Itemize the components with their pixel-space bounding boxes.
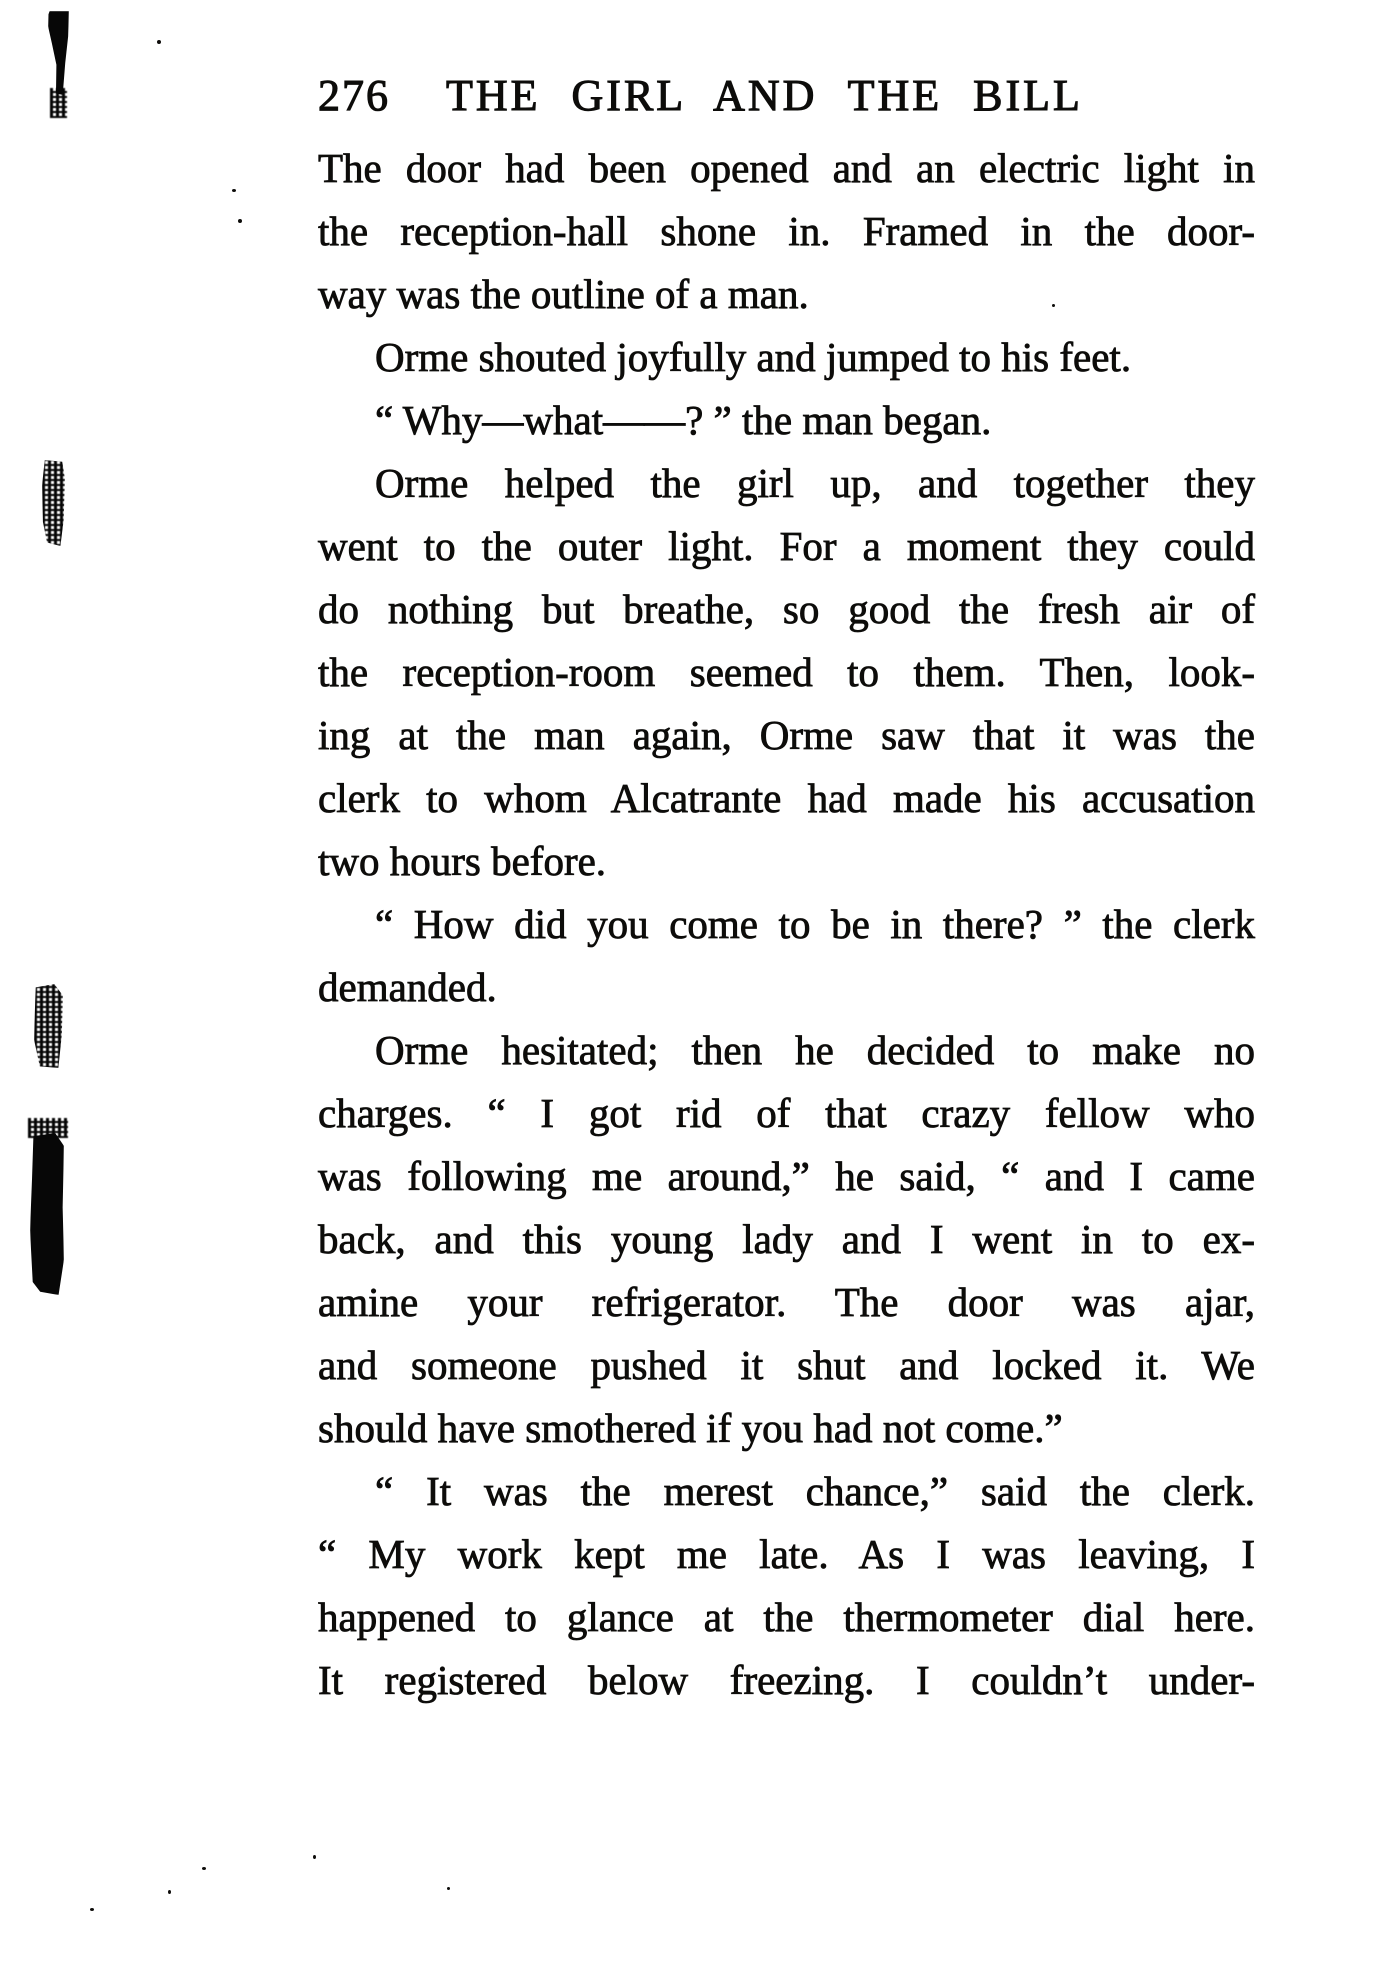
- text-line: happened to glance at the thermometer dial here.: [318, 1594, 1255, 1640]
- text-line: was following me around,” he said, “ and I came: [318, 1153, 1255, 1199]
- ink-smudge-top-left: [48, 11, 69, 95]
- text-line: “ Why—what——? ” the man began.: [375, 397, 992, 443]
- text-line: The door had been opened and an electric light in: [318, 145, 1255, 191]
- text-line: back, and this young lady and I went in to ex-: [318, 1216, 1255, 1262]
- running-title: THE GIRL AND THE BILL: [446, 71, 1083, 120]
- scan-speck: [90, 1908, 94, 1911]
- text-line: went to the outer light. For a moment they could: [318, 523, 1255, 569]
- text-line: clerk to whom Alcatrante had made his accusation: [318, 775, 1255, 821]
- text-line: Orme hesitated; then he decided to make no: [375, 1027, 1255, 1073]
- ink-smudge-left-upper: [42, 460, 65, 546]
- scan-speck: [238, 219, 242, 223]
- text-line: should have smothered if you had not come.”: [318, 1405, 1063, 1451]
- text-line: amine your refrigerator. The door was ajar,: [318, 1279, 1255, 1325]
- text-line: the reception-room seemed to them. Then, look-: [318, 649, 1255, 695]
- scan-speck: [202, 1867, 206, 1870]
- text-line: “ My work kept me late. As I was leaving, I: [318, 1531, 1255, 1577]
- scan-speck: [168, 1890, 171, 1894]
- ink-smudge-top-left-tail: [50, 88, 67, 118]
- text-line: the reception-hall shone in. Framed in the door-: [318, 208, 1255, 254]
- text-line: “ How did you come to be in there? ” the clerk: [375, 901, 1255, 947]
- text-line: “ It was the merest chance,” said the clerk.: [375, 1468, 1255, 1514]
- scan-speck: [447, 1887, 450, 1890]
- page-number: 276: [318, 71, 390, 120]
- text-line: way was the outline of a man.: [318, 271, 809, 317]
- ink-smudge-left-lower-halo: [28, 1118, 68, 1138]
- ink-smudge-left-lower: [30, 1133, 64, 1295]
- text-line: Orme helped the girl up, and together they: [375, 460, 1255, 506]
- text-line: charges. “ I got rid of that crazy fellow who: [318, 1090, 1255, 1136]
- scan-speck: [313, 1855, 316, 1859]
- page-header: [318, 64, 1255, 127]
- text-line: do nothing but breathe, so good the fresh air of: [318, 586, 1255, 632]
- scan-speck: [232, 189, 236, 192]
- scan-speck: [1052, 304, 1055, 307]
- text-line: two hours before.: [318, 838, 607, 884]
- text-line: Orme shouted joyfully and jumped to his feet.: [375, 334, 1132, 380]
- text-line: ing at the man again, Orme saw that it was the: [318, 712, 1255, 758]
- text-line: It registered below freezing. I couldn’t under-: [318, 1657, 1255, 1703]
- scan-speck: [157, 40, 161, 44]
- ink-smudge-left-middle: [34, 984, 63, 1068]
- text-line: demanded.: [318, 964, 497, 1010]
- page-text: [318, 137, 1255, 1712]
- text-line: and someone pushed it shut and locked it. We: [318, 1342, 1255, 1388]
